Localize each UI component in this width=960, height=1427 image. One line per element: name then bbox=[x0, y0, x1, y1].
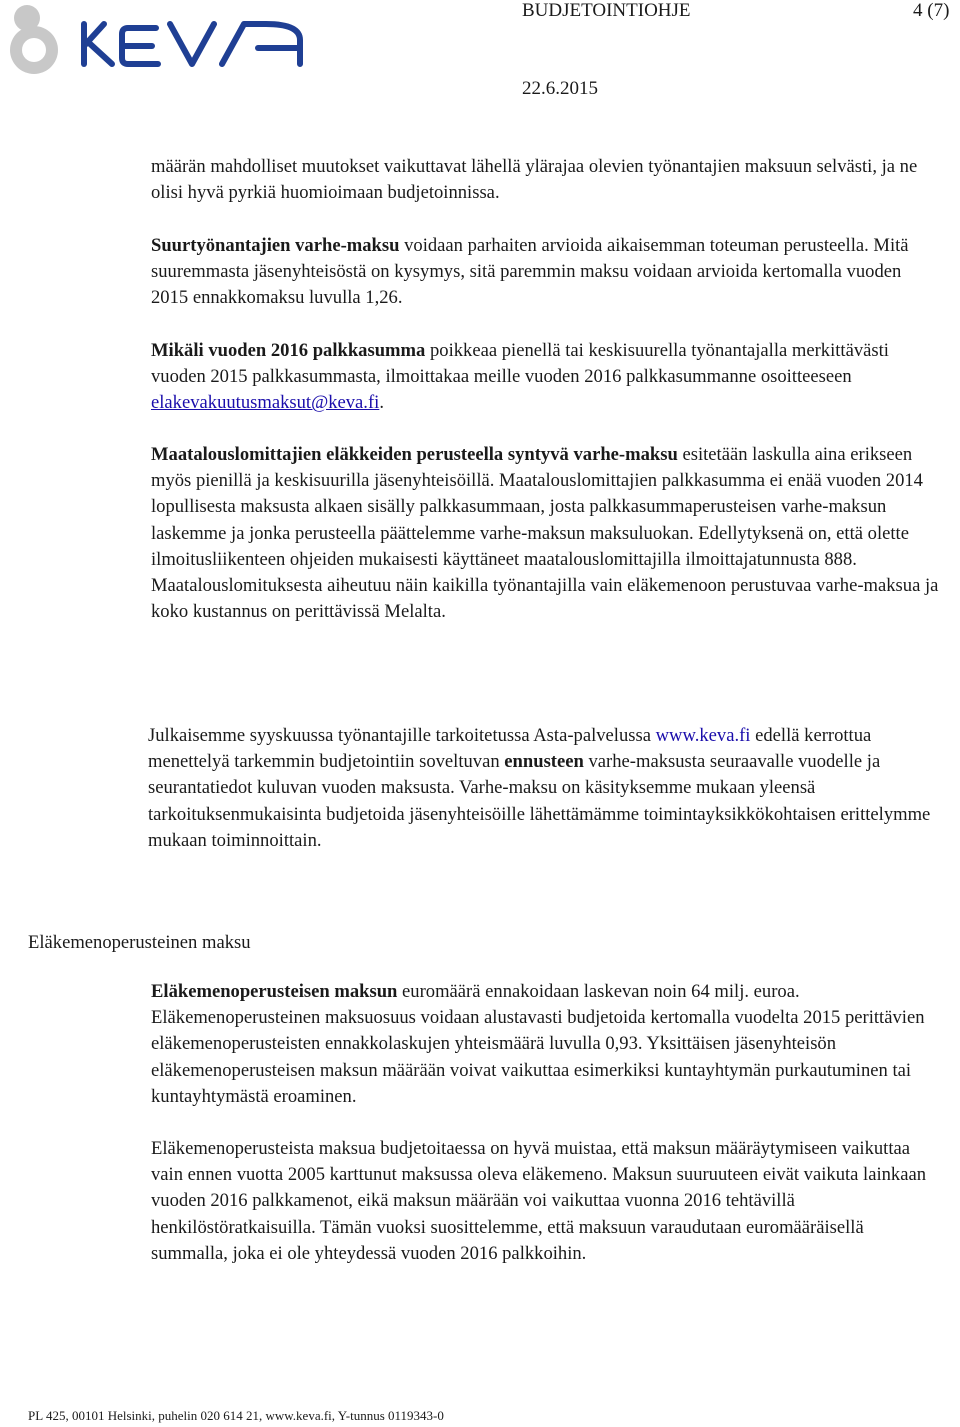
paragraph-large-employers bbox=[151, 233, 941, 312]
keva-wordmark bbox=[84, 24, 300, 64]
paragraph-payroll-2016 bbox=[151, 338, 941, 417]
section-title: Eläkemenoperusteinen maksu bbox=[28, 932, 251, 953]
paragraph-2-bold: Suurtyönantajien varhe-maksu bbox=[151, 235, 400, 256]
paragraph-farm-relief bbox=[151, 442, 941, 625]
email-link[interactable]: elakevakuutusmaksut@keva.fi bbox=[151, 392, 380, 414]
keva-website-link[interactable]: www.keva.fi bbox=[655, 725, 751, 746]
paragraph-6-bold: Eläkemenoperusteisen maksun bbox=[151, 981, 398, 1002]
keva-logo bbox=[0, 0, 320, 80]
footer-contact: PL 425, 00101 Helsinki, puhelin 020 614 21, www.keva.fi, Y-tunnus 0119343-0 bbox=[28, 1408, 444, 1423]
paragraph-pension-based-fee bbox=[151, 979, 941, 1110]
paragraph-3-text: poikkeaa pienellä tai keskisuurella työnantajalla merkittävästi vuoden 2015 palkkasummasta, ilmoittakaa meille vuoden 2016 palkkasummanne osoitteeseen bbox=[151, 340, 889, 388]
paragraph-4-text: esitetään laskulla aina erikseen myös pienillä ja keskisuurilla jäsenyhteisöillä. Maatalouslomittajien palkkasumma ei enää vuoden 2014 lopullisesta maksusta alkaen sisälly palkkasummaan, josta palkkasummaperusteisen varhe-maksun laskemme ja jonka perusteella päättelemme varhe-maksun maksuluokan. Edellytyksenä on, että olette ilmoitusliikenteen ohjeiden mukaisesti käyttäneet maatalouslomittajilla ilmoittajatunnusta 888. Maatalouslomituksesta aiheutuu näin kaikilla työnantajilla vain eläkemenoon perustuvaa varhe-maksua ja koko kustannus on perittävissä Melalta. bbox=[151, 444, 939, 623]
paragraph-5-text-1: Julkaisemme syyskuussa työnantajille tarkoitetussa Asta-palvelussa bbox=[148, 725, 656, 746]
paragraph-5-bold: ennusteen bbox=[504, 751, 584, 773]
paragraph-5-text-3: varhe-maksusta seuraavalle vuodelle ja seurantatiedot kuluvan vuoden maksusta. Varhe-maksu on käsityksemme mukaan yleensä tarkoituksenmukaisinta budjetoida jäsenyhteisöille lähettämämme toimintayksikkökohtaisen erittelymme mukaan toiminnoittain. bbox=[148, 751, 931, 851]
paragraph-4-bold: Maatalouslomittajien eläkkeiden perusteella syntyvä varhe-maksu bbox=[151, 444, 678, 465]
paragraph-3-bold: Mikäli vuoden 2016 palkkasumma bbox=[151, 340, 426, 361]
document-type: BUDJETOINTIOHJE bbox=[522, 0, 691, 21]
document-date: 22.6.2015 bbox=[522, 78, 598, 99]
page-number: 4 (7) bbox=[913, 0, 950, 21]
paragraph-1 bbox=[151, 154, 941, 206]
paragraph-asta-service bbox=[148, 723, 943, 854]
paragraph-7-text: Eläkemenoperusteista maksua budjetoitaessa on hyvä muistaa, että maksun määräytymiseen vaikuttaa vain ennen vuotta 2005 karttunut maksussa oleva eläkemeno. Maksun suuruuteen eivät vaikuta lainkaan vuoden 2016 palkkamenot, eikä maksun määrään voi vaikuttaa vuonna 2016 tehtävillä henkilöstöratkaisuilla. Tämän vuoksi suosittelemme, että maksuun varaudutaan euromääräisellä summalla, joka ei ole yhteydessä vuoden 2016 palkkoihin. bbox=[151, 1138, 927, 1264]
paragraph-budgeting-note bbox=[151, 1136, 941, 1267]
keva-symbol-icon bbox=[10, 5, 58, 74]
paragraph-1-text: määrän mahdolliset muutokset vaikuttavat lähellä ylärajaa olevien työnantajien maksuun selvästi, ja ne olisi hyvä pyrkiä huomioimaan budjetoinnissa. bbox=[151, 156, 918, 204]
paragraph-5-text-2: edellä kerrottua menettelyä tarkemmin budjetointiin soveltuvan bbox=[148, 725, 872, 773]
paragraph-2-text: voidaan parhaiten arvioida aikaisemman toteuman perusteella. Mitä suuremmasta jäsenyhteisöstä on kysymys, sitä paremmin maksu voidaan arvioida kertomalla vuoden 2015 ennakkomaksu luvulla 1,26. bbox=[151, 235, 909, 309]
paragraph-6-text: euromäärä ennakoidaan laskevan noin 64 milj. euroa. Eläkemenoperusteinen maksuosuus voidaan alustavasti budjetoida kertomalla vuodelta 2015 perittävien eläkemenoperusteisten ennakkolaskujen yhteismäärä luvulla 0,93. Yksittäisen jäsenyhteisön eläkemenoperusteisen maksun määrään voivat vaikuttaa esimerkiksi kuntayhtymän purkautuminen tai kuntayhtymästä eroaminen. bbox=[151, 981, 925, 1107]
paragraph-3-end: . bbox=[379, 392, 384, 414]
